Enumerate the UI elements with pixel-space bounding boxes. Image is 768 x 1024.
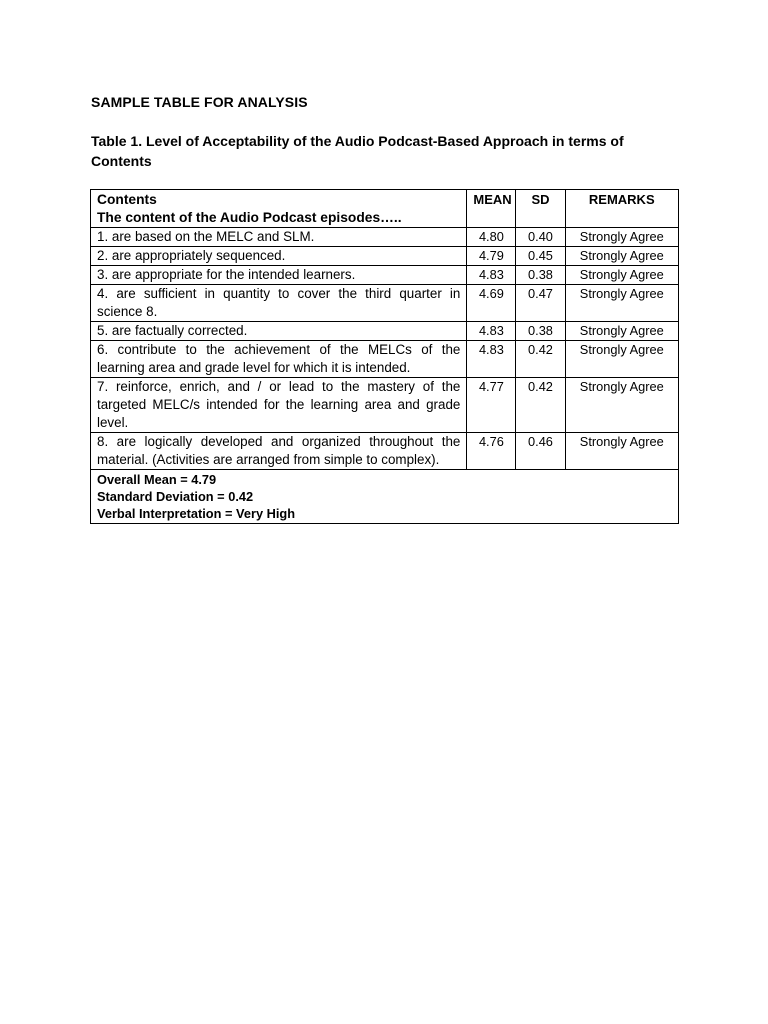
header-contents-title: Contents <box>97 192 157 207</box>
row-sd: 0.38 <box>516 266 565 285</box>
row-remarks: Strongly Agree <box>565 266 678 285</box>
row-item: 8. are logically developed and organized throughout the material. (Activities are arranged from simple to complex). <box>91 433 467 470</box>
row-sd: 0.42 <box>516 378 565 433</box>
table-row <box>91 322 679 341</box>
row-mean: 4.83 <box>467 322 516 341</box>
table-row <box>91 341 679 378</box>
row-sd: 0.38 <box>516 322 565 341</box>
row-remarks: Strongly Agree <box>565 322 678 341</box>
standard-deviation: Standard Deviation = 0.42 <box>97 489 254 504</box>
table-caption: Table 1. Level of Acceptability of the Audio Podcast-Based Approach in terms of Contents <box>91 133 624 169</box>
table-row <box>91 378 679 433</box>
row-item: 2. are appropriately sequenced. <box>91 247 467 266</box>
row-item: 7. reinforce, enrich, and / or lead to the mastery of the targeted MELC/s intended for the learning area and grade level. <box>91 378 467 433</box>
row-sd: 0.42 <box>516 341 565 378</box>
row-mean: 4.76 <box>467 433 516 470</box>
row-mean: 4.77 <box>467 378 516 433</box>
row-remarks: Strongly Agree <box>565 341 678 378</box>
row-mean: 4.80 <box>467 228 516 247</box>
row-sd: 0.46 <box>516 433 565 470</box>
table-row <box>91 285 679 322</box>
verbal-interpretation: Verbal Interpretation = Very High <box>97 506 296 521</box>
row-remarks: Strongly Agree <box>565 285 678 322</box>
acceptability-table <box>90 189 679 524</box>
table-row <box>91 266 679 285</box>
row-item: 1. are based on the MELC and SLM. <box>91 228 467 247</box>
row-sd: 0.47 <box>516 285 565 322</box>
row-mean: 4.83 <box>467 266 516 285</box>
table-header-row <box>91 190 679 228</box>
table-row <box>91 228 679 247</box>
table-row <box>91 247 679 266</box>
row-sd: 0.40 <box>516 228 565 247</box>
row-sd: 0.45 <box>516 247 565 266</box>
header-mean: MEAN <box>467 190 516 228</box>
header-remarks: REMARKS <box>565 190 678 228</box>
header-contents <box>91 190 467 228</box>
overall-mean: Overall Mean = 4.79 <box>97 472 217 487</box>
table-summary-row <box>91 470 679 524</box>
row-remarks: Strongly Agree <box>565 378 678 433</box>
header-sd: SD <box>516 190 565 228</box>
row-item: 3. are appropriate for the intended learners. <box>91 266 467 285</box>
document-heading: SAMPLE TABLE FOR ANALYSIS <box>91 94 308 110</box>
row-item: 6. contribute to the achievement of the MELCs of the learning area and grade level for which it is intended. <box>91 341 467 378</box>
row-mean: 4.69 <box>467 285 516 322</box>
row-mean: 4.79 <box>467 247 516 266</box>
header-contents-subtitle: The content of the Audio Podcast episodes….. <box>97 210 402 225</box>
row-item: 4. are sufficient in quantity to cover the third quarter in science 8. <box>91 285 467 322</box>
row-item: 5. are factually corrected. <box>91 322 467 341</box>
row-remarks: Strongly Agree <box>565 247 678 266</box>
row-remarks: Strongly Agree <box>565 433 678 470</box>
row-mean: 4.83 <box>467 341 516 378</box>
table-row <box>91 433 679 470</box>
row-remarks: Strongly Agree <box>565 228 678 247</box>
summary-cell <box>91 470 679 524</box>
